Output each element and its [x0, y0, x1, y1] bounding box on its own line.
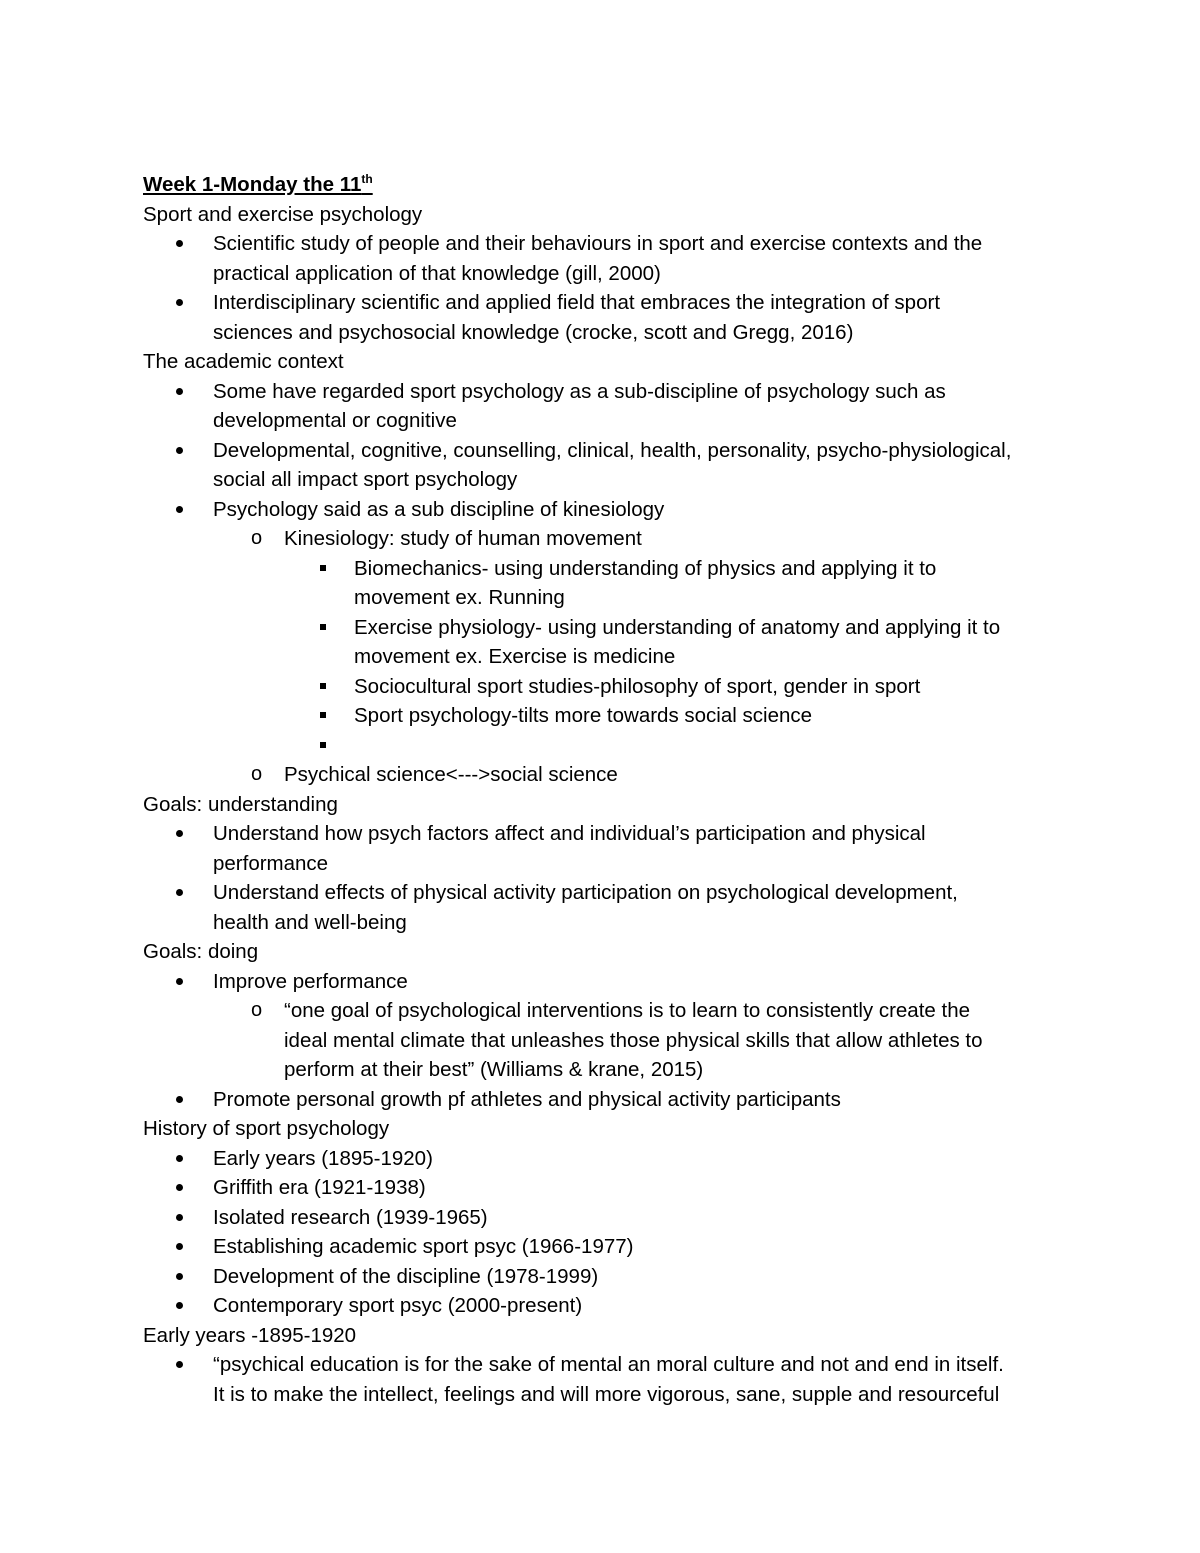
line-text: Interdisciplinary scientific and applied field that embraces the integration of sport [213, 291, 941, 314]
line-text: Sport and exercise psychology [143, 202, 423, 226]
bullet-item [143, 819, 1083, 849]
bullet-continuation [143, 908, 1083, 938]
line-text: Establishing academic sport psyc (1966-1977) [213, 1235, 634, 1258]
line-text: Exercise physiology- using understanding of anatomy and applying it to [354, 615, 1001, 639]
line-text: sciences and psychosocial knowledge (crocke, scott and Gregg, 2016) [213, 320, 854, 344]
bullet-square-icon [320, 624, 326, 630]
sub-sub-bullet-continuation [143, 642, 1083, 672]
line-text: Psychical science<--->social science [284, 763, 618, 786]
bullet-item [143, 288, 1083, 318]
sub-sub-bullet-item [143, 731, 1083, 761]
bullet-item [143, 1291, 1083, 1321]
sub-sub-bullet-item [143, 613, 1083, 643]
line-text: Griffith era (1921-1938) [213, 1176, 426, 1199]
bullet-disc-icon [176, 1214, 183, 1221]
sub-sub-bullet-item [143, 672, 1083, 702]
bullet-disc-icon [176, 506, 183, 513]
line-text: practical application of that knowledge (gill, 2000) [213, 261, 661, 285]
bullet-item [143, 1144, 1083, 1174]
bullet-continuation [143, 465, 1083, 495]
page-title: Week 1-Monday the 11th [143, 172, 373, 196]
line-text [354, 734, 360, 757]
bullet-disc-icon [176, 1184, 183, 1191]
line-text: “psychical education is for the sake of mental an moral culture and not and end in itself. [213, 1353, 1004, 1376]
bullet-square-icon [320, 742, 326, 748]
bullet-item [143, 377, 1083, 407]
bullet-disc-icon [176, 889, 183, 896]
sub-sub-bullet-continuation [143, 583, 1083, 613]
line-text: Early years -1895-1920 [143, 1323, 357, 1347]
bullet-circle-icon: o [251, 763, 263, 785]
line-text: Isolated research (1939-1965) [213, 1205, 488, 1229]
notes-body [143, 170, 1083, 1409]
line-text: Understand effects of physical activity participation on psychological development, [213, 881, 958, 904]
bullet-disc-icon [176, 1273, 183, 1280]
sub-bullet-continuation [143, 1026, 1083, 1056]
bullet-square-icon [320, 565, 326, 571]
bullet-item [143, 495, 1083, 525]
sub-bullet-item [143, 996, 1083, 1026]
line-text: Contemporary sport psyc (2000-present) [213, 1294, 583, 1317]
line-text: Improve performance [213, 969, 408, 993]
line-text: Biomechanics- using understanding of physics and applying it to [354, 556, 937, 580]
line-text: History of sport psychology [143, 1117, 390, 1140]
section-heading [143, 1114, 1083, 1144]
bullet-item [143, 967, 1083, 997]
line-text: Development of the discipline (1978-1999) [213, 1264, 599, 1288]
bullet-continuation [143, 849, 1083, 879]
bullet-disc-icon [176, 1361, 183, 1368]
line-text: Promote personal growth pf athletes and physical activity participants [213, 1087, 841, 1111]
sub-bullet-continuation [143, 1055, 1083, 1085]
line-text: Goals: doing [143, 940, 259, 963]
line-text: social all impact sport psychology [213, 468, 518, 491]
bullet-item [143, 1173, 1083, 1203]
bullet-disc-icon [176, 1155, 183, 1162]
section-heading [143, 1321, 1083, 1351]
bullet-disc-icon [176, 299, 183, 306]
line-text: Understand how psych factors affect and individual’s participation and physical [213, 822, 926, 845]
section-heading [143, 937, 1083, 967]
line-text: Sport psychology-tilts more towards social science [354, 704, 813, 727]
bullet-disc-icon [176, 978, 183, 985]
bullet-square-icon [320, 683, 326, 689]
bullet-continuation [143, 259, 1083, 289]
sub-sub-bullet-item [143, 554, 1083, 584]
section-heading [143, 200, 1083, 230]
line-text: The academic context [143, 350, 344, 373]
line-text: movement ex. Running [354, 586, 565, 609]
bullet-disc-icon [176, 1243, 183, 1250]
sub-sub-bullet-item [143, 701, 1083, 731]
bullet-disc-icon [176, 1302, 183, 1309]
bullet-disc-icon [176, 240, 183, 247]
line-text: Kinesiology: study of human movement [284, 527, 642, 550]
bullet-disc-icon [176, 388, 183, 395]
line-text: Psychology said as a sub discipline of kinesiology [213, 497, 665, 521]
sub-bullet-item [143, 760, 1083, 790]
line-text: performance [213, 851, 329, 875]
line-text: Some have regarded sport psychology as a sub-discipline of psychology such as [213, 379, 946, 403]
bullet-square-icon [320, 712, 326, 718]
bullet-item [143, 1085, 1083, 1115]
bullet-item [143, 1232, 1083, 1262]
bullet-item [143, 1262, 1083, 1292]
bullet-item [143, 1350, 1083, 1380]
bullet-continuation [143, 406, 1083, 436]
bullet-item [143, 878, 1083, 908]
bullet-item [143, 1203, 1083, 1233]
line-text: developmental or cognitive [213, 409, 457, 432]
section-heading [143, 347, 1083, 377]
section-heading [143, 790, 1083, 820]
line-text: Early years (1895-1920) [213, 1146, 433, 1170]
line-text: It is to make the intellect, feelings and will more vigorous, sane, supple and resourceful [213, 1382, 1000, 1406]
bullet-continuation [143, 1380, 1083, 1410]
sub-bullet-item [143, 524, 1083, 554]
line-text: Scientific study of people and their behaviours in sport and exercise contexts and the [213, 232, 983, 255]
line-text: perform at their best” (Williams & krane, 2015) [284, 1058, 704, 1081]
line-text: movement ex. Exercise is medicine [354, 645, 676, 668]
line-text: health and well-being [213, 910, 407, 934]
bullet-disc-icon [176, 830, 183, 837]
line-text: Sociocultural sport studies-philosophy of sport, gender in sport [354, 674, 921, 698]
line-text: Goals: understanding [143, 792, 338, 816]
line-text: “one goal of psychological interventions is to learn to consistently create the [284, 999, 970, 1022]
bullet-item [143, 436, 1083, 466]
bullet-circle-icon: o [251, 999, 263, 1021]
bullet-circle-icon: o [251, 527, 263, 549]
bullet-item [143, 229, 1083, 259]
line-text: Developmental, cognitive, counselling, clinical, health, personality, psycho-physiological, [213, 438, 1012, 462]
bullet-disc-icon [176, 447, 183, 454]
line-text: ideal mental climate that unleashes those physical skills that allow athletes to [284, 1028, 983, 1052]
bullet-disc-icon [176, 1096, 183, 1103]
bullet-continuation [143, 318, 1083, 348]
